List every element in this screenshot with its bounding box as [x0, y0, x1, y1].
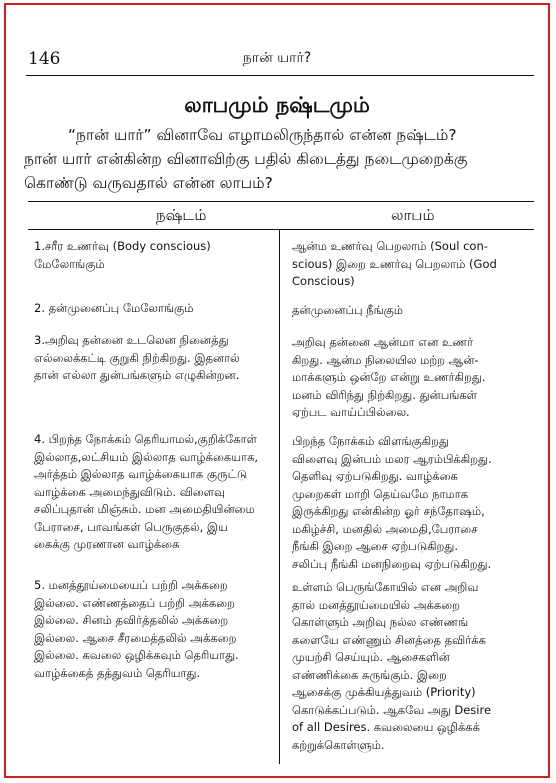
table-cell-gain: [292, 433, 534, 573]
cell-line: சலிப்பு நீங்கி மனநிறைவு ஏற்படுகிறது.: [292, 556, 492, 571]
cell-line: தன்முனைப்பு நீங்கும்: [292, 303, 404, 317]
cell-line: இல்லாத,லட்சியம் இல்லாத வாழ்க்கையாக,: [34, 449, 259, 464]
column-header-gain: லாபம்: [391, 206, 435, 224]
table-cell-loss: [34, 332, 269, 385]
cell-line: Conscious): [292, 274, 355, 288]
cell-line: முறைகள் மாறி தெய்வமே நாமாக: [292, 486, 469, 501]
cell-line: ஆன்ம உணர்வு பெறலாம் (Soul con-: [292, 239, 488, 253]
cell-line: மாக்களும் ஒன்றே என்று உணர்கிறது.: [292, 370, 486, 384]
cell-line: இல்லை. சினம் தவிர்த்தலில் அக்கறை: [34, 613, 229, 627]
running-head: நான் யார்?: [242, 50, 312, 66]
table-header-rule: [28, 229, 534, 230]
cell-line: கொடுக்கப்படும். ஆகவே அது Desire: [292, 702, 492, 717]
cell-line: 2. தன்முனைப்பு மேலோங்கும்: [34, 301, 194, 315]
cell-line: தான் எல்லா துன்பங்களும் எழுகின்றன.: [34, 368, 240, 382]
table-cell-gain: [292, 334, 534, 422]
cell-line: scious) இறை உணர்வு பெறலாம் (God: [292, 256, 497, 271]
header-rule: [26, 75, 534, 76]
table-cell-loss: [34, 577, 269, 682]
page-header: [6, 5, 548, 75]
cell-line: இல்லை. எண்ணத்தைப் பற்றி அக்கறை: [34, 595, 235, 610]
table-top-rule: [28, 201, 534, 202]
cell-line: சலிப்புதான் மிஞ்சும். மன அமைதியின்மை: [34, 502, 255, 516]
cell-line: இருக்கிறது என்கின்ற ஓர் சந்தோஷம்,: [292, 504, 485, 518]
cell-line: எல்லைக்கட்டி குறுகி நிற்கிறது. இதனால்: [34, 350, 240, 365]
cell-line: 1.சரீர உணர்வு (Body conscious): [34, 239, 211, 253]
cell-line: கொள்ளும் அறிவு நல்ல எண்ணங்: [292, 615, 469, 629]
cell-line: இல்லை. ஆசை சீரமைத்தலில் அக்கறை: [34, 630, 237, 645]
cell-line: பிறந்த நோக்கம் விளங்குகிறது: [292, 434, 449, 448]
cell-line: உள்ளம் பெருங்கோயில் என அறிவ: [292, 580, 479, 594]
column-divider: [279, 229, 280, 764]
cell-line: கிறது. ஆன்ம நிலையில மற்ற ஆன்-: [292, 352, 479, 367]
table-cell-loss: [34, 431, 269, 554]
cell-line: வாழ்க்கை அமைந்துவிடும். விளைவு: [34, 484, 226, 499]
table-cell-loss: [34, 300, 269, 318]
cell-line: விளைவு இன்பம் மலர ஆரம்பிக்கிறது.: [292, 451, 492, 466]
intro-line: நான் யார் என்கின்ற வினாவிற்கு பதில் கிடைத்து நடைமுறைக்கு: [24, 150, 468, 168]
cell-line: 3.அறிவு தன்னை உடலென நினைத்து: [34, 333, 229, 347]
cell-line: கற்றுக்கொள்ளும்.: [292, 737, 385, 752]
cell-line: 5. மனத்தூய்மையைப் பற்றி அக்கறை: [34, 578, 228, 592]
table-cell-loss: [34, 238, 269, 273]
cell-line: of all Desires. கவலையை ஒழிக்கக்: [292, 720, 481, 734]
cell-line: தால் மனத்தூய்மையில் அக்கறை: [292, 597, 460, 612]
cell-line: மகிழ்ச்சி, மனதில் அமைதி,பேராசை: [292, 521, 478, 536]
cell-line: ஏற்பட வாய்ப்பில்லை.: [292, 405, 410, 419]
cell-line: இல்லை. கவலை ஒழிக்கவும் தெரியாது.: [34, 648, 239, 662]
cell-line: 4. பிறந்த நோக்கம் தெரியாமல்,குறிக்கோள்: [34, 432, 257, 446]
cell-line: முயற்சி செய்யும். ஆசைகளின்: [292, 650, 450, 664]
table-cell-gain: [292, 579, 534, 754]
column-header-loss: நஷ்டம்: [156, 206, 207, 224]
intro-paragraph: [24, 123, 538, 195]
cell-line: அர்த்தம் இல்லாத வாழ்க்கையாக குருட்டு: [34, 467, 248, 481]
page-number: 146: [28, 49, 61, 69]
cell-line: களையே எண்ணும் சினத்தை தவிர்க்க: [292, 632, 486, 647]
cell-line: பேராசை, பாவங்கள் பெருகுதல், இய: [34, 519, 228, 534]
cell-line: தெளிவு ஏற்படுகிறது. வாழ்க்கை: [292, 469, 458, 483]
table-cell-gain: [292, 302, 534, 320]
table-cell-gain: [292, 238, 534, 291]
cell-line: மேலோங்கும்: [34, 256, 105, 271]
cell-line: வாழ்க்கைத் தத்துவம் தெரியாது.: [34, 665, 201, 680]
intro-line: “நான் யார்” வினாவே எழாமலிருந்தால் என்ன நஷ்டம்?: [68, 126, 457, 144]
cell-line: ஆசைக்கு முக்கியத்துவம் (Priority): [292, 685, 476, 699]
cell-line: கைக்கு முரணான வாழ்க்கை: [34, 537, 180, 551]
book-page: [4, 3, 550, 778]
cell-line: அறிவு தன்னை ஆன்மா என உணர்: [292, 335, 474, 349]
cell-line: மனம் விரிந்து நிற்கிறது. துன்பங்கள்: [292, 387, 478, 402]
cell-line: நீங்கி இறை ஆசை ஏற்படுகிறது.: [292, 539, 458, 553]
cell-line: எண்ணிக்கை சுருங்கும். இறை: [292, 667, 447, 682]
section-title: லாபமும் நஷ்டமும்: [184, 93, 370, 117]
intro-line: கொண்டு வருவதால் என்ன லாபம்?: [24, 174, 273, 192]
